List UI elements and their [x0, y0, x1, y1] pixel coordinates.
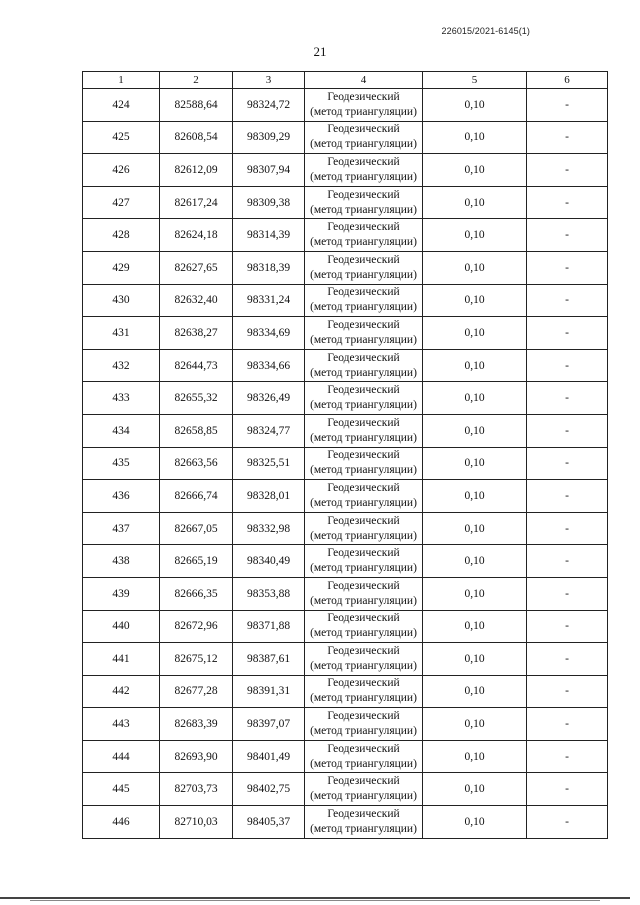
x-coordinate-cell: 82677,28 — [160, 675, 233, 708]
table-row — [83, 577, 608, 610]
point-number-cell: 429 — [83, 251, 160, 284]
accuracy-cell: 0,10 — [423, 806, 527, 839]
note-cell: - — [527, 89, 608, 122]
y-coordinate-cell: 98332,98 — [233, 512, 305, 545]
note-cell: - — [527, 284, 608, 317]
note-cell: - — [527, 121, 608, 154]
method-line-1: Геодезический — [327, 253, 400, 266]
accuracy-cell: 0,10 — [423, 740, 527, 773]
method-cell — [305, 773, 423, 806]
x-coordinate-cell: 82658,85 — [160, 414, 233, 447]
method-line-1: Геодезический — [327, 155, 400, 168]
x-coordinate-cell: 82663,56 — [160, 447, 233, 480]
x-coordinate-cell: 82655,32 — [160, 382, 233, 415]
x-coordinate-cell: 82588,64 — [160, 89, 233, 122]
table-header-row — [83, 72, 608, 89]
method-line-1: Геодезический — [327, 579, 400, 592]
method-cell — [305, 577, 423, 610]
table-row — [83, 545, 608, 578]
coordinates-table — [82, 71, 608, 839]
y-coordinate-cell: 98324,77 — [233, 414, 305, 447]
y-coordinate-cell: 98331,24 — [233, 284, 305, 317]
method-line-1: Геодезический — [327, 612, 400, 625]
table-row — [83, 284, 608, 317]
method-cell — [305, 121, 423, 154]
table-row — [83, 186, 608, 219]
point-number-cell: 441 — [83, 643, 160, 676]
method-line-1: Геодезический — [327, 644, 400, 657]
x-coordinate-cell: 82667,05 — [160, 512, 233, 545]
x-coordinate-cell: 82672,96 — [160, 610, 233, 643]
method-cell — [305, 414, 423, 447]
x-coordinate-cell: 82608,54 — [160, 121, 233, 154]
method-cell — [305, 317, 423, 350]
method-cell — [305, 349, 423, 382]
y-coordinate-cell: 98328,01 — [233, 480, 305, 513]
method-line-1: Геодезический — [327, 481, 400, 494]
x-coordinate-cell: 82627,65 — [160, 251, 233, 284]
y-coordinate-cell: 98307,94 — [233, 154, 305, 187]
x-coordinate-cell: 82703,73 — [160, 773, 233, 806]
y-coordinate-cell: 98371,88 — [233, 610, 305, 643]
method-line-2: (метод триангуляции) — [310, 496, 417, 509]
accuracy-cell: 0,10 — [423, 349, 527, 382]
method-cell — [305, 382, 423, 415]
note-cell: - — [527, 480, 608, 513]
x-coordinate-cell: 82632,40 — [160, 284, 233, 317]
note-cell: - — [527, 675, 608, 708]
note-cell: - — [527, 708, 608, 741]
point-number-cell: 427 — [83, 186, 160, 219]
method-cell — [305, 545, 423, 578]
point-number-cell: 435 — [83, 447, 160, 480]
method-cell — [305, 740, 423, 773]
accuracy-cell: 0,10 — [423, 610, 527, 643]
note-cell: - — [527, 577, 608, 610]
method-cell — [305, 610, 423, 643]
column-header: 6 — [527, 72, 608, 89]
method-line-2: (метод триангуляции) — [310, 268, 417, 281]
y-coordinate-cell: 98309,38 — [233, 186, 305, 219]
table-row — [83, 675, 608, 708]
accuracy-cell: 0,10 — [423, 89, 527, 122]
method-cell — [305, 512, 423, 545]
method-line-1: Геодезический — [327, 90, 400, 103]
x-coordinate-cell: 82693,90 — [160, 740, 233, 773]
accuracy-cell: 0,10 — [423, 480, 527, 513]
note-cell: - — [527, 512, 608, 545]
method-line-2: (метод триангуляции) — [310, 659, 417, 672]
point-number-cell: 430 — [83, 284, 160, 317]
footer-rule — [0, 897, 630, 899]
method-cell — [305, 708, 423, 741]
point-number-cell: 438 — [83, 545, 160, 578]
table-row — [83, 610, 608, 643]
method-cell — [305, 675, 423, 708]
note-cell: - — [527, 545, 608, 578]
note-cell: - — [527, 251, 608, 284]
table-row — [83, 708, 608, 741]
y-coordinate-cell: 98402,75 — [233, 773, 305, 806]
accuracy-cell: 0,10 — [423, 414, 527, 447]
table-row — [83, 154, 608, 187]
point-number-cell: 424 — [83, 89, 160, 122]
method-line-1: Геодезический — [327, 188, 400, 201]
method-line-2: (метод триангуляции) — [310, 399, 417, 412]
y-coordinate-cell: 98326,49 — [233, 382, 305, 415]
method-cell — [305, 806, 423, 839]
point-number-cell: 425 — [83, 121, 160, 154]
point-number-cell: 433 — [83, 382, 160, 415]
y-coordinate-cell: 98314,39 — [233, 219, 305, 252]
method-line-2: (метод триангуляции) — [310, 105, 417, 118]
table-row — [83, 382, 608, 415]
method-line-2: (метод триангуляции) — [310, 594, 417, 607]
table-row — [83, 349, 608, 382]
x-coordinate-cell: 82612,09 — [160, 154, 233, 187]
point-number-cell: 437 — [83, 512, 160, 545]
accuracy-cell: 0,10 — [423, 284, 527, 317]
note-cell: - — [527, 219, 608, 252]
note-cell: - — [527, 154, 608, 187]
method-cell — [305, 251, 423, 284]
column-header: 5 — [423, 72, 527, 89]
accuracy-cell: 0,10 — [423, 121, 527, 154]
x-coordinate-cell: 82666,35 — [160, 577, 233, 610]
table-row — [83, 480, 608, 513]
table-row — [83, 447, 608, 480]
point-number-cell: 434 — [83, 414, 160, 447]
method-cell — [305, 643, 423, 676]
x-coordinate-cell: 82617,24 — [160, 186, 233, 219]
accuracy-cell: 0,10 — [423, 447, 527, 480]
method-line-1: Геодезический — [327, 547, 400, 560]
note-cell: - — [527, 349, 608, 382]
y-coordinate-cell: 98397,07 — [233, 708, 305, 741]
table-row — [83, 740, 608, 773]
column-header: 4 — [305, 72, 423, 89]
method-line-1: Геодезический — [327, 449, 400, 462]
method-line-1: Геодезический — [327, 384, 400, 397]
method-line-1: Геодезический — [327, 416, 400, 429]
x-coordinate-cell: 82666,74 — [160, 480, 233, 513]
method-line-1: Геодезический — [327, 123, 400, 136]
note-cell: - — [527, 610, 608, 643]
y-coordinate-cell: 98309,29 — [233, 121, 305, 154]
method-cell — [305, 480, 423, 513]
accuracy-cell: 0,10 — [423, 186, 527, 219]
column-header: 1 — [83, 72, 160, 89]
method-cell — [305, 219, 423, 252]
method-cell — [305, 186, 423, 219]
note-cell: - — [527, 186, 608, 219]
method-cell — [305, 89, 423, 122]
y-coordinate-cell: 98324,72 — [233, 89, 305, 122]
x-coordinate-cell: 82710,03 — [160, 806, 233, 839]
accuracy-cell: 0,10 — [423, 708, 527, 741]
accuracy-cell: 0,10 — [423, 643, 527, 676]
method-cell — [305, 447, 423, 480]
note-cell: - — [527, 643, 608, 676]
y-coordinate-cell: 98340,49 — [233, 545, 305, 578]
y-coordinate-cell: 98387,61 — [233, 643, 305, 676]
x-coordinate-cell: 82644,73 — [160, 349, 233, 382]
note-cell: - — [527, 414, 608, 447]
method-line-1: Геодезический — [327, 710, 400, 723]
table-row — [83, 512, 608, 545]
note-cell: - — [527, 773, 608, 806]
table-body — [83, 89, 608, 839]
accuracy-cell: 0,10 — [423, 512, 527, 545]
accuracy-cell: 0,10 — [423, 154, 527, 187]
y-coordinate-cell: 98405,37 — [233, 806, 305, 839]
accuracy-cell: 0,10 — [423, 773, 527, 806]
y-coordinate-cell: 98391,31 — [233, 675, 305, 708]
x-coordinate-cell: 82665,19 — [160, 545, 233, 578]
point-number-cell: 440 — [83, 610, 160, 643]
point-number-cell: 426 — [83, 154, 160, 187]
table-row — [83, 317, 608, 350]
method-line-1: Геодезический — [327, 775, 400, 788]
note-cell: - — [527, 740, 608, 773]
accuracy-cell: 0,10 — [423, 545, 527, 578]
method-line-2: (метод триангуляции) — [310, 333, 417, 346]
table-row — [83, 806, 608, 839]
note-cell: - — [527, 382, 608, 415]
method-line-1: Геодезический — [327, 807, 400, 820]
point-number-cell: 439 — [83, 577, 160, 610]
method-line-2: (метод триангуляции) — [310, 757, 417, 770]
method-line-2: (метод триангуляции) — [310, 138, 417, 151]
point-number-cell: 436 — [83, 480, 160, 513]
y-coordinate-cell: 98318,39 — [233, 251, 305, 284]
x-coordinate-cell: 82624,18 — [160, 219, 233, 252]
x-coordinate-cell: 82675,12 — [160, 643, 233, 676]
note-cell: - — [527, 447, 608, 480]
method-line-2: (метод триангуляции) — [310, 692, 417, 705]
table-row — [83, 219, 608, 252]
page-number: 21 — [313, 44, 327, 59]
table-row — [83, 89, 608, 122]
method-line-2: (метод триангуляции) — [310, 529, 417, 542]
accuracy-cell: 0,10 — [423, 577, 527, 610]
method-line-2: (метод триангуляции) — [310, 170, 417, 183]
method-line-2: (метод триангуляции) — [310, 236, 417, 249]
method-line-2: (метод триангуляции) — [310, 562, 417, 575]
point-number-cell: 432 — [83, 349, 160, 382]
note-cell: - — [527, 806, 608, 839]
method-line-2: (метод триангуляции) — [310, 431, 417, 444]
method-line-2: (метод триангуляции) — [310, 822, 417, 835]
y-coordinate-cell: 98401,49 — [233, 740, 305, 773]
table-row — [83, 414, 608, 447]
point-number-cell: 443 — [83, 708, 160, 741]
accuracy-cell: 0,10 — [423, 382, 527, 415]
table-row — [83, 643, 608, 676]
point-number-cell: 445 — [83, 773, 160, 806]
method-line-1: Геодезический — [327, 351, 400, 364]
method-line-1: Геодезический — [327, 677, 400, 690]
accuracy-cell: 0,10 — [423, 675, 527, 708]
note-cell: - — [527, 317, 608, 350]
point-number-cell: 431 — [83, 317, 160, 350]
method-line-1: Геодезический — [327, 221, 400, 234]
point-number-cell: 428 — [83, 219, 160, 252]
method-line-2: (метод триангуляции) — [310, 725, 417, 738]
accuracy-cell: 0,10 — [423, 219, 527, 252]
y-coordinate-cell: 98325,51 — [233, 447, 305, 480]
footer-rule-secondary — [30, 900, 600, 901]
point-number-cell: 446 — [83, 806, 160, 839]
y-coordinate-cell: 98353,88 — [233, 577, 305, 610]
method-line-1: Геодезический — [327, 286, 400, 299]
method-cell — [305, 154, 423, 187]
table-row — [83, 773, 608, 806]
method-line-2: (метод триангуляции) — [310, 627, 417, 640]
point-number-cell: 444 — [83, 740, 160, 773]
accuracy-cell: 0,10 — [423, 317, 527, 350]
method-line-2: (метод триангуляции) — [310, 203, 417, 216]
method-line-2: (метод триангуляции) — [310, 366, 417, 379]
column-header: 2 — [160, 72, 233, 89]
method-line-1: Геодезический — [327, 742, 400, 755]
table-row — [83, 251, 608, 284]
point-number-cell: 442 — [83, 675, 160, 708]
method-line-2: (метод триангуляции) — [310, 464, 417, 477]
column-header: 3 — [233, 72, 305, 89]
accuracy-cell: 0,10 — [423, 251, 527, 284]
table-row — [83, 121, 608, 154]
method-line-2: (метод триангуляции) — [310, 790, 417, 803]
x-coordinate-cell: 82638,27 — [160, 317, 233, 350]
y-coordinate-cell: 98334,69 — [233, 317, 305, 350]
method-line-2: (метод триангуляции) — [310, 301, 417, 314]
method-line-1: Геодезический — [327, 318, 400, 331]
document-id: 226015/2021-6145(1) — [441, 26, 530, 36]
method-line-1: Геодезический — [327, 514, 400, 527]
method-cell — [305, 284, 423, 317]
y-coordinate-cell: 98334,66 — [233, 349, 305, 382]
x-coordinate-cell: 82683,39 — [160, 708, 233, 741]
